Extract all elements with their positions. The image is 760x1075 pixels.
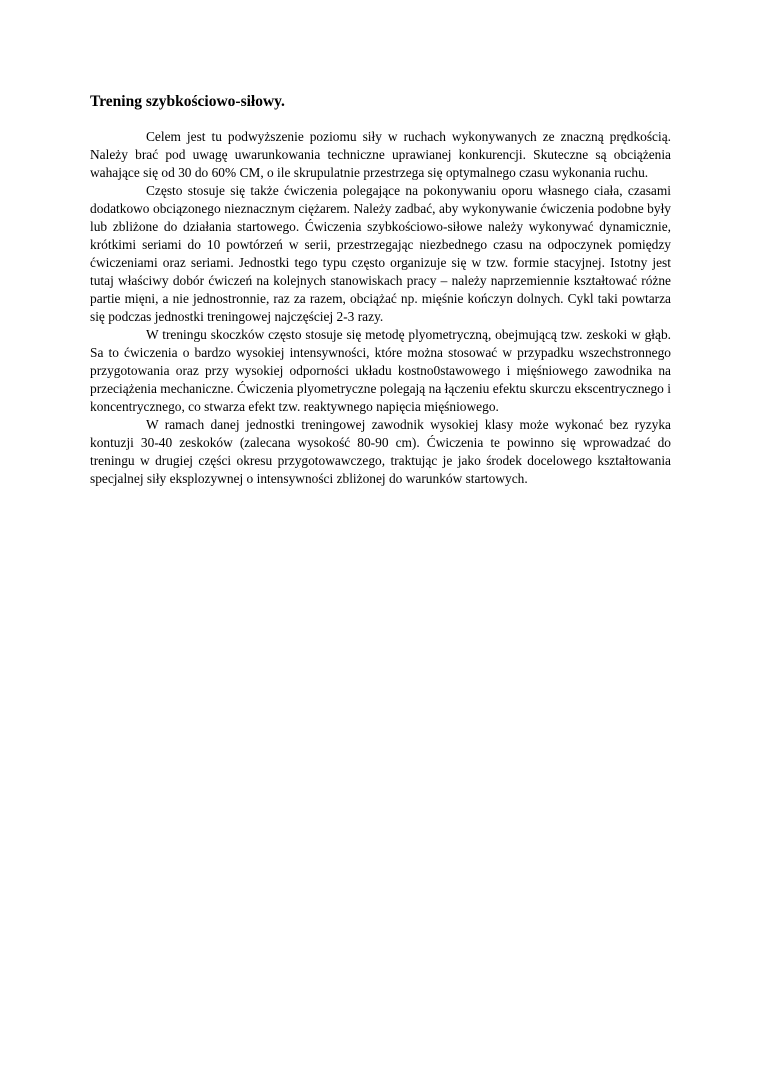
paragraph-3: W treningu skoczków często stosuje się metodę plyometryczną, obejmującą tzw. zeskoki w głąb. Sa to ćwiczenia o bardzo wysokiej intensywności, które można stosować w przypadku wszechstronnego przygotowania oraz przy wysokiej odporności układu kostno0stawowego i mięśniowego zawodnika na przeciążenia mechaniczne. Ćwiczenia plyometryczne polegają na łączeniu efektu skurczu ekscentrycznego i koncentrycznego, co stwarza efekt tzw. reaktywnego napięcia mięśniowego. [90,327,671,414]
document-title: Trening szybkościowo-siłowy. [90,93,285,110]
paragraph-1: Celem jest tu podwyższenie poziomu siły w ruchach wykonywanych ze znaczną prędkością. Należy brać pod uwagę uwarunkowania techniczne uprawianej konkurencji. Skuteczne są obciążenia wahające się od 30 do 60% CM, o ile skrupulatnie przestrzega się optymalnego czasu wykonania ruchu. [90,129,671,180]
paragraph-4: W ramach danej jednostki treningowej zawodnik wysokiej klasy może wykonać bez ryzyka kontuzji 30-40 zeskoków (zalecana wysokość 80-90 cm). Ćwiczenia te powinno się wprowadzać do treningu w drugiej części okresu przygotowawczego, traktując je jako środek docelowego kształtowania specjalnej siły eksplozywnej o intensywności zbliżonej do warunków startowych. [90,417,671,486]
document-body [90,93,671,488]
paragraph-2: Często stosuje się także ćwiczenia polegające na pokonywaniu oporu własnego ciała, czasami dodatkowo obciązonego nieznacznym ciężarem. Należy zadbać, aby wykonywanie ćwiczenia podobne były lub zbliżone do działania startowego. Ćwiczenia szybkościowo-siłowe należy wykonywać dynamicznie, krótkimi seriami do 10 powtórzeń w serii, przestrzegając niezbednego czasu na odpoczynek pomiędzy ćwiczeniami oraz seriami. Jednostki tego typu często organizuje się w tzw. formie stacyjnej. Istotny jest tutaj właściwy dobór ćwiczeń na kolejnych stanowiskach pracy – należy naprzemiennie kształtować różne partie mięni, a nie jednostronnie, raz za razem, obciążać np. mięśnie kończyn dolnych. Cykl taki powtarza się podczas jednostki treningowej najczęściej 2-3 razy. [90,183,671,324]
